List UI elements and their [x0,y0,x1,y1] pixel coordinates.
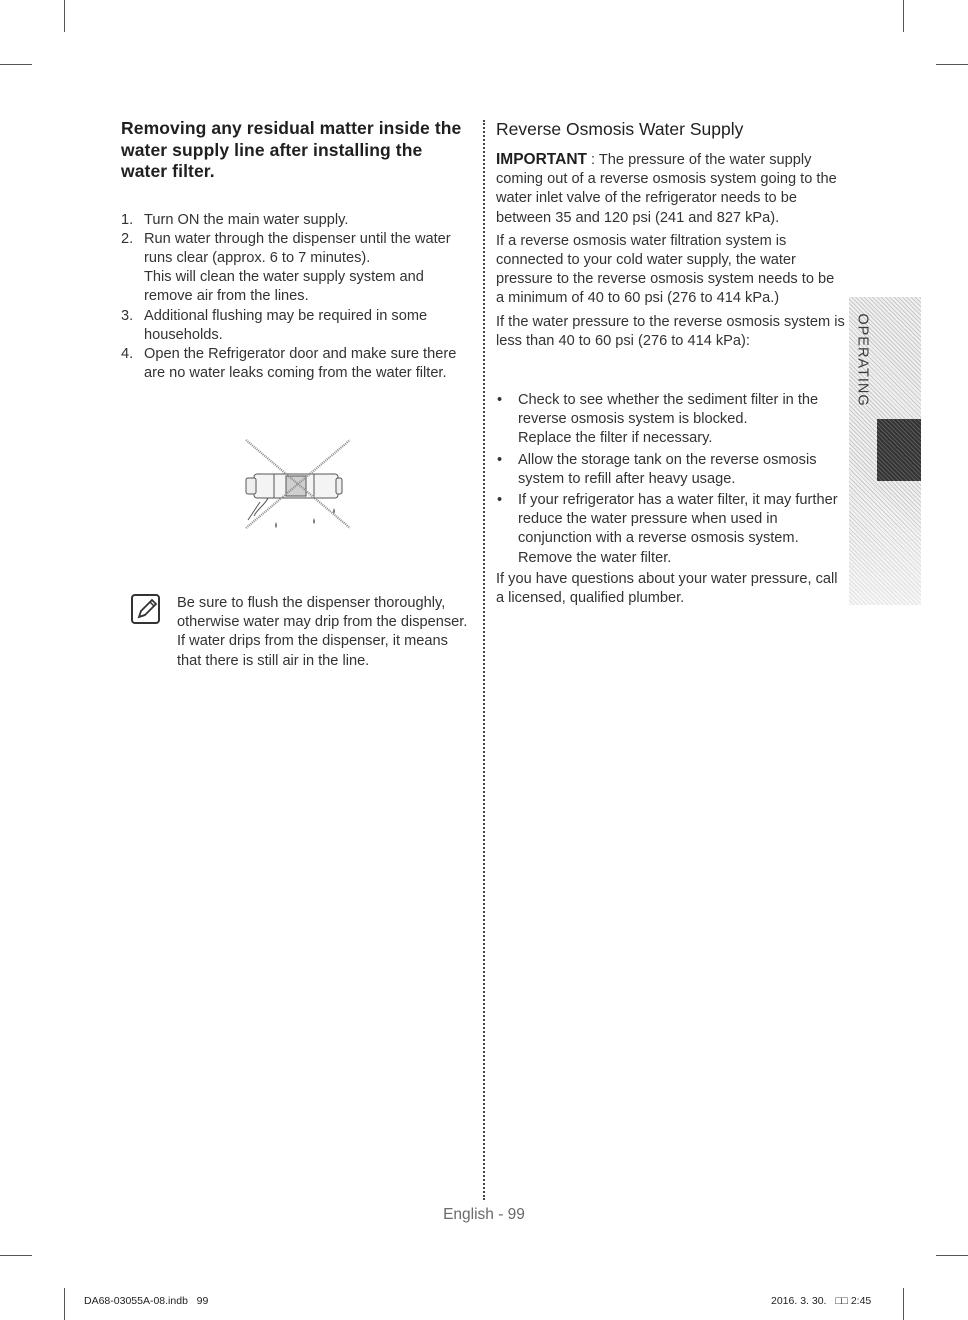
step-text: Run water through the dispenser until the water runs clear (approx. 6 to 7 minutes). [144,230,451,266]
side-tab-operating [849,297,921,605]
bullet-text: Allow the storage tank on the reverse osmosis system to refill after heavy usage. [518,451,817,487]
bullet-icon: • [497,392,503,409]
step-text: Turn ON the main water supply. [144,211,349,228]
step-text: Additional flushing may be required in some households. [144,307,428,343]
left-column [121,118,473,383]
crop-mark-right-top [936,64,968,65]
bullet-subtext: Remove the water filter. [518,549,672,566]
list-item [121,307,473,345]
crop-mark-right-bottom [936,1255,968,1256]
bullet-text: Check to see whether the sediment filter in the reverse osmosis system is blocked. [518,392,819,428]
step-text: Open the Refrigerator door and make sure there are no water leaks coming from the water filter. [144,345,457,382]
right-column [496,118,846,612]
important-paragraph [496,150,846,228]
page-number: English - 99 [443,1206,525,1223]
crop-mark-top-left [64,0,65,32]
list-item [496,391,846,449]
bullet-text: If your refrigerator has a water filter, it may further reduce the water pressure when used in conjunction with a reverse osmosis system. [518,492,838,547]
low-pressure-paragraph: If the water pressure to the reverse osmosis system is less than 40 to 60 psi (276 to 414 kPa): [496,313,845,349]
crop-mark-bottom-left [64,1288,65,1320]
side-tab-text: OPERATING [855,312,872,407]
crop-mark-bottom-right [903,1288,904,1320]
flush-note-text: Be sure to flush the dispenser thoroughly, otherwise water may drip from the dispenser. If water drips from the dispenser, it means that there is still air in the line. [177,595,468,669]
section-heading-residual-matter: Removing any residual matter inside the water supply line after installing the water filter. [121,118,462,181]
water-filter-crossed-out-illustration [238,434,356,540]
plumber-paragraph: If you have questions about your water pressure, call a licensed, qualified plumber. [496,570,838,607]
important-label: IMPORTANT [496,151,587,168]
crop-mark-top-right [903,0,904,32]
list-item [121,211,473,230]
column-divider [483,120,485,1200]
bullet-subtext: Replace the filter if necessary. [518,430,713,447]
print-slug-file: DA68-03055A-08.indb 99 [84,1295,209,1307]
step-number: 3. [121,307,134,324]
water-filter-icon [246,474,342,520]
ro-connection-paragraph: If a reverse osmosis water filtration system is connected to your cold water supply, the water pressure to the reverse osmosis system needs to be a minimum of 40 to 60 psi (276 to 414 kPa.) [496,232,835,307]
important-text: : The pressure of the water supply coming out of a reverse osmosis system going to the water inlet valve of the refrigerator needs to be between 35 and 120 psi (241 and 827 kPa). [496,152,837,226]
step-number: 2. [121,230,134,247]
bullet-icon: • [497,451,503,468]
bullet-icon: • [497,492,503,509]
list-item [121,345,473,383]
water-drop-icons [275,508,335,528]
crop-mark-left-bottom [0,1255,32,1256]
section-heading-reverse-osmosis: Reverse Osmosis Water Supply [496,119,744,139]
crop-mark-left-top [0,64,32,65]
step-number: 1. [121,211,134,228]
note-pencil-icon [130,593,162,625]
print-slug-date: 2016. 3. 30. □□ 2:45 [771,1295,872,1307]
low-pressure-actions-list [496,391,846,568]
list-item [496,491,846,568]
step-subtext: This will clean the water supply system and remove air from the lines. [144,269,424,305]
side-tab-label [849,297,877,422]
list-item [496,451,846,489]
step-number: 4. [121,345,134,362]
flush-steps-list [121,211,473,384]
side-tab-marker [877,419,921,481]
list-item [121,230,473,307]
side-tab-fade [849,487,921,605]
